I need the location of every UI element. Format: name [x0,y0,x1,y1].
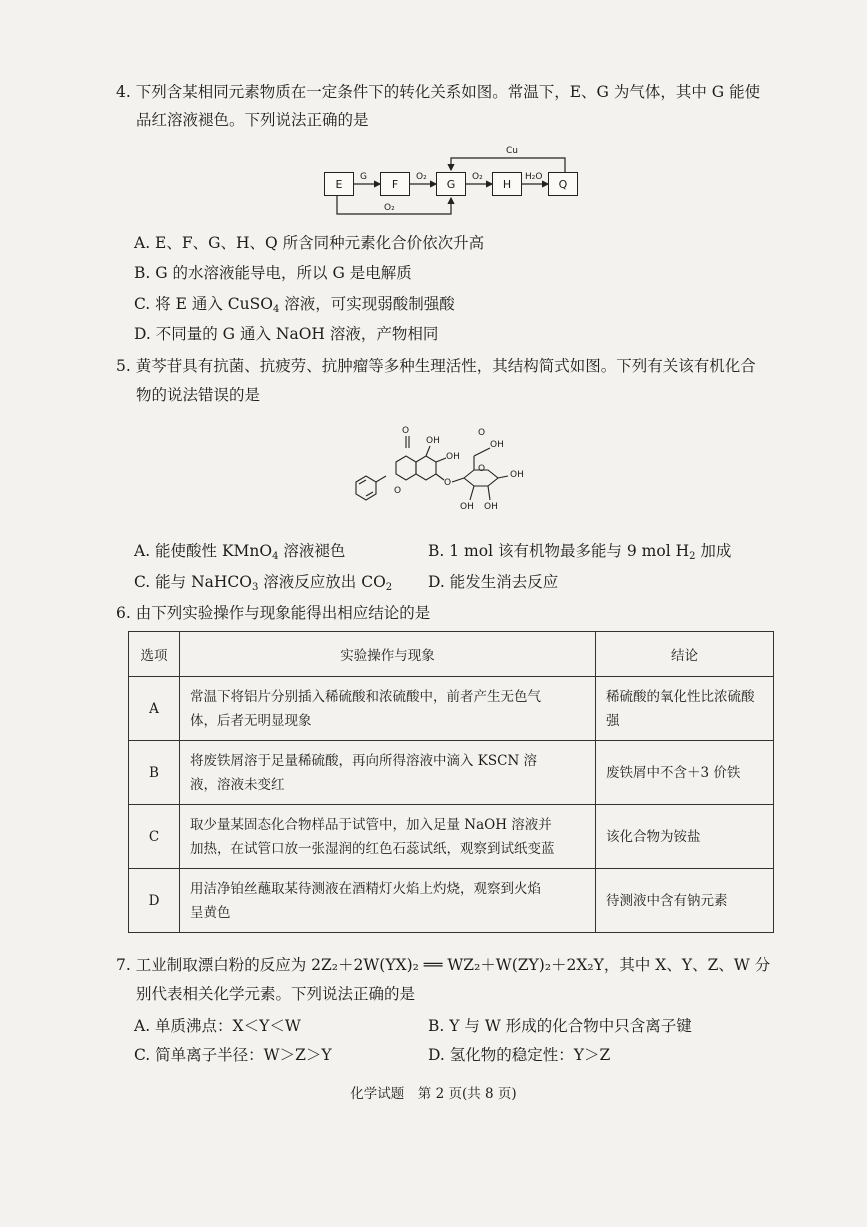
q5-option-b-text: B. 1 mol 该有机物最多能与 9 mol H [428,542,690,560]
q5-option-c-sub2: 2 [385,582,393,593]
phenyl-ring [356,476,376,500]
q7-option-b[interactable]: B. Y 与 W 形成的化合物中只含离子键 [428,1017,692,1035]
label-f-g: O₂ [416,172,427,182]
row-operation [180,805,596,869]
q4-conversion-diagram [320,148,590,228]
q7-option-a[interactable]: A. 单质沸点：X＜Y＜W [134,1017,301,1035]
q5-option-b-sub: 2 [689,551,696,562]
q5-option-c-text: C. 能与 NaHCO [134,573,252,591]
q5-option-c[interactable] [134,572,392,592]
header-option: 选项 [129,632,180,677]
table-header-row [129,632,774,677]
pyranone-ring [396,456,416,480]
label-sugar-o: O [478,464,486,474]
row-operation-line1: 取少量某固态化合物样品于试管中，加入足量 NaOH 溶液并 [190,816,552,833]
label-e-f: G [360,172,367,182]
row-operation [180,677,596,741]
row-conclusion: 废铁屑中不含＋3 价铁 [596,741,774,805]
row-option: A [129,677,180,741]
q6-stem: 6. 由下列实验操作与现象能得出相应结论的是 [116,604,431,622]
q4-option-c-text: C. 将 E 通入 CuSO [134,295,273,313]
row-operation-line2: 加热，在试管口放一张湿润的红色石蕊试纸，观察到试纸变蓝 [190,840,555,857]
row-conclusion: 待测液中含有钠元素 [596,869,774,933]
table-row-a[interactable] [129,677,774,741]
q4-option-c-sub: 4 [272,304,280,315]
row-conclusion: 该化合物为铵盐 [596,805,774,869]
label-ring-o: O [394,486,402,496]
q7-stem-line1: 7. 工业制取漂白粉的反应为 2Z₂＋2W(YX)₂ ══ WZ₂＋W(ZY)₂＋2X₂Y，其中 X、Y、Z、W 分 [116,956,771,974]
row-operation-line2: 呈黄色 [190,904,231,921]
label-ketone-o: O [402,426,410,436]
label-oh4: OH [484,502,498,512]
node-q: Q [548,172,578,196]
a-ring [416,456,436,480]
row-conclusion: 稀硫酸的氧化性比浓硫酸强 [596,677,774,741]
row-operation-line2: 体，后者无明显现象 [190,712,312,729]
row-operation [180,741,596,805]
q4-option-a[interactable]: A. E、F、G、H、Q 所含同种元素化合价依次升高 [134,234,485,252]
label-oh2: OH [446,452,460,462]
q5-option-a-tail: 溶液褪色 [278,542,346,560]
label-carbonyl-o: O [478,428,486,438]
label-oh5: OH [460,502,474,512]
label-cooh: OH [490,440,504,450]
q5-option-d[interactable]: D. 能发生消去反应 [428,573,559,591]
row-option: B [129,741,180,805]
row-operation-line1: 用洁净铂丝蘸取某待测液在酒精灯火焰上灼烧，观察到火焰 [190,880,541,897]
label-h-q: H₂O [525,172,543,182]
row-operation-line1: 常温下将铝片分别插入稀硫酸和浓硫酸中，前者产生无色气 [190,688,541,705]
row-operation [180,869,596,933]
header-operation: 实验操作与现象 [180,632,596,677]
label-q-g: Cu [506,146,518,156]
header-conclusion: 结论 [596,632,774,677]
page-footer: 化学试题 第 2 页(共 8 页) [350,1086,517,1102]
q4-stem-line1: 4. 下列含某相同元素物质在一定条件下的转化关系如图。常温下，E、G 为气体，其中 G 能使 [116,83,761,101]
label-e-g: O₂ [384,203,395,213]
q4-option-d[interactable]: D. 不同量的 G 通入 NaOH 溶液，产物相同 [134,325,439,343]
q4-option-c[interactable] [134,294,455,314]
q4-option-c-tail: 溶液，可实现弱酸制强酸 [279,295,455,313]
q5-stem-line1: 5. 黄芩苷具有抗菌、抗疲劳、抗肿瘤等多种生理活性，其结构简式如图。下列有关该有机化合 [116,357,756,375]
q5-option-b[interactable] [428,541,731,561]
q5-option-a[interactable] [134,541,345,561]
row-operation-line1: 将废铁屑溶于足量稀硫酸，再向所得溶液中滴入 KSCN 溶 [190,752,538,769]
q6-experiment-table [128,631,774,933]
q5-stem-line2: 物的说法错误的是 [136,386,261,404]
row-operation-line2: 液，溶液未变红 [190,776,285,793]
q4-stem-line2: 品红溶液褪色。下列说法正确的是 [136,111,369,129]
table-row-b[interactable] [129,741,774,805]
q4-option-b[interactable]: B. G 的水溶液能导电，所以 G 是电解质 [134,264,412,282]
row-option: D [129,869,180,933]
table-row-c[interactable] [129,805,774,869]
node-f: F [380,172,410,196]
baicalin-structure [330,412,590,532]
label-oh1: OH [426,436,440,446]
label-g-h: O₂ [472,172,483,182]
arrow-q-g [451,158,565,172]
q5-option-b-tail: 加成 [695,542,732,560]
row-option: C [129,805,180,869]
q7-option-c[interactable]: C. 简单离子半径：W＞Z＞Y [134,1046,332,1064]
node-g: G [436,172,466,196]
q7-stem-line2: 别代表相关化学元素。下列说法正确的是 [136,985,416,1003]
q5-option-c-mid: 溶液反应放出 CO [258,573,386,591]
label-bridge-o: O [444,478,452,488]
label-oh3: OH [510,470,524,480]
table-row-d[interactable] [129,869,774,933]
node-h: H [492,172,522,196]
q7-option-d[interactable]: D. 氢化物的稳定性：Y＞Z [428,1046,611,1064]
q5-option-c-sub: 3 [251,582,259,593]
node-e: E [324,172,354,196]
q5-option-a-text: A. 能使酸性 KMnO [134,542,273,560]
q5-structure-diagram [330,412,590,532]
q5-option-a-sub: 4 [272,551,279,562]
